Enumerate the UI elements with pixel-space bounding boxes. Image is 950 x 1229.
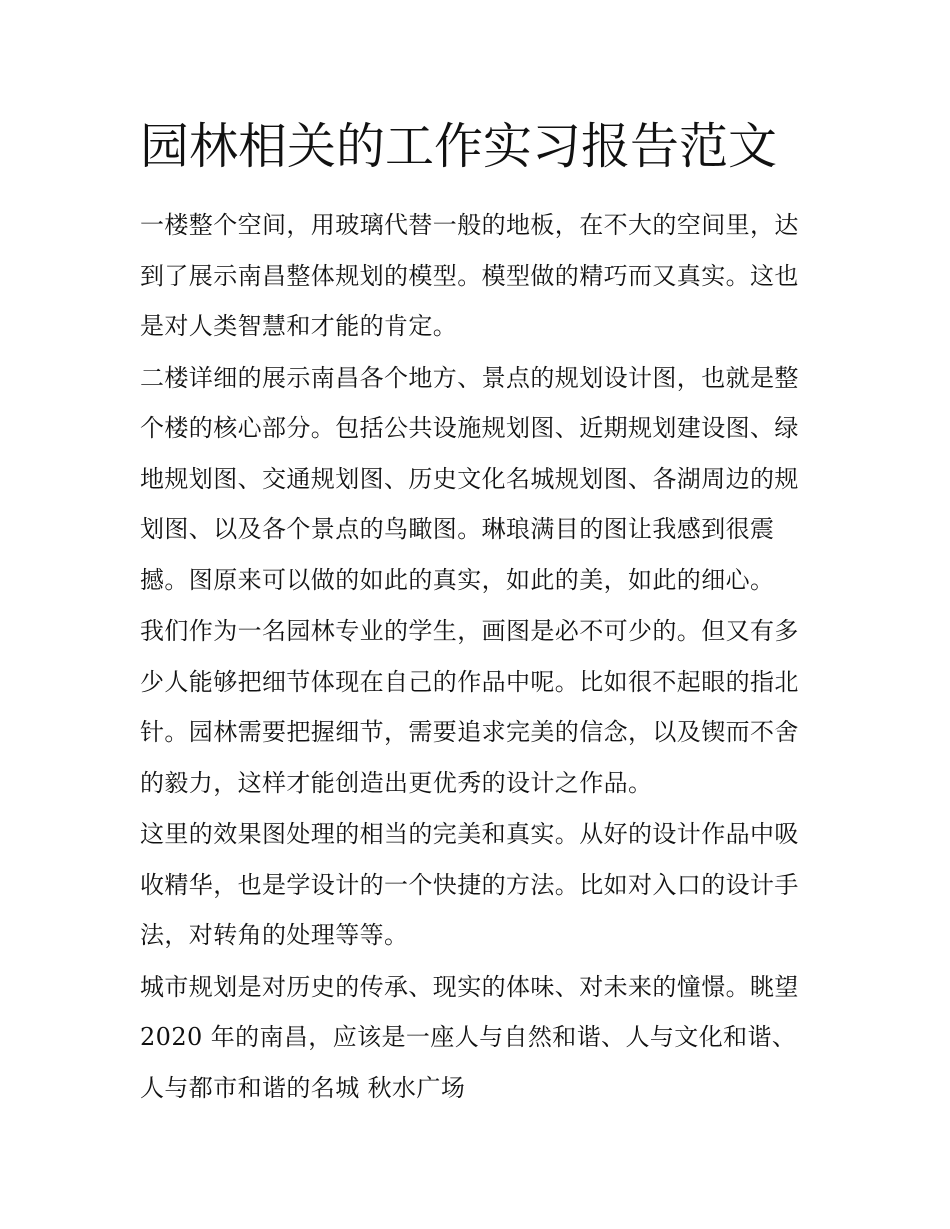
paragraph-3 [140,606,830,808]
paragraph-5 [140,962,830,1114]
text-line: 撼。图原来可以做的如此的真实，如此的美，如此的细心。 [140,565,775,594]
text-line: 是对人类智慧和才能的肯定。 [140,312,458,340]
text-line: 针。园林需要把握细节，需要追求完美的信念，以及锲而不舍 [140,718,799,746]
paragraph-1 [140,200,830,352]
page-title: 园林相关的工作实习报告范文 [140,118,778,175]
text-line: 人与都市和谐的名城 秋水广场 [140,1073,466,1102]
text-line: 这里的效果图处理的相当的完美和真实。从好的设计作品中吸 [140,820,799,848]
text-line: 2020 年的南昌，应该是一座人与自然和谐、人与文化和谐、 [140,1023,797,1051]
text-line: 法，对转角的处理等等。 [140,921,409,949]
text-line: 地规划图、交通规划图、历史文化名城规划图、各湖周边的规 [140,464,799,493]
text-line: 一楼整个空间，用玻璃代替一般的地板，在不大的空间里，达 [140,211,799,239]
text-line: 的毅力，这样才能创造出更优秀的设计之作品。 [140,768,653,797]
text-line: 城市规划是对历史的传承、现实的体味、对未来的憧憬。眺望 [140,972,799,1001]
text-line: 个楼的核心部分。包括公共设施规划图、近期规划建设图、绿 [140,414,799,442]
document-body [140,200,830,1114]
text-line: 二楼详细的展示南昌各个地方、景点的规划设计图，也就是整 [140,363,799,392]
text-line: 少人能够把细节体现在自己的作品中呢。比如很不起眼的指北 [140,667,799,696]
text-line: 我们作为一名园林专业的学生，画图是必不可少的。但又有多 [140,617,799,645]
paragraph-2 [140,353,830,606]
text-line: 到了展示南昌整体规划的模型。模型做的精巧而又真实。这也 [140,261,799,290]
text-line: 收精华，也是学设计的一个快捷的方法。比如对入口的设计手 [140,870,799,899]
text-line: 划图、以及各个景点的鸟瞰图。琳琅满目的图让我感到很震 [140,515,775,543]
paragraph-4 [140,809,830,961]
